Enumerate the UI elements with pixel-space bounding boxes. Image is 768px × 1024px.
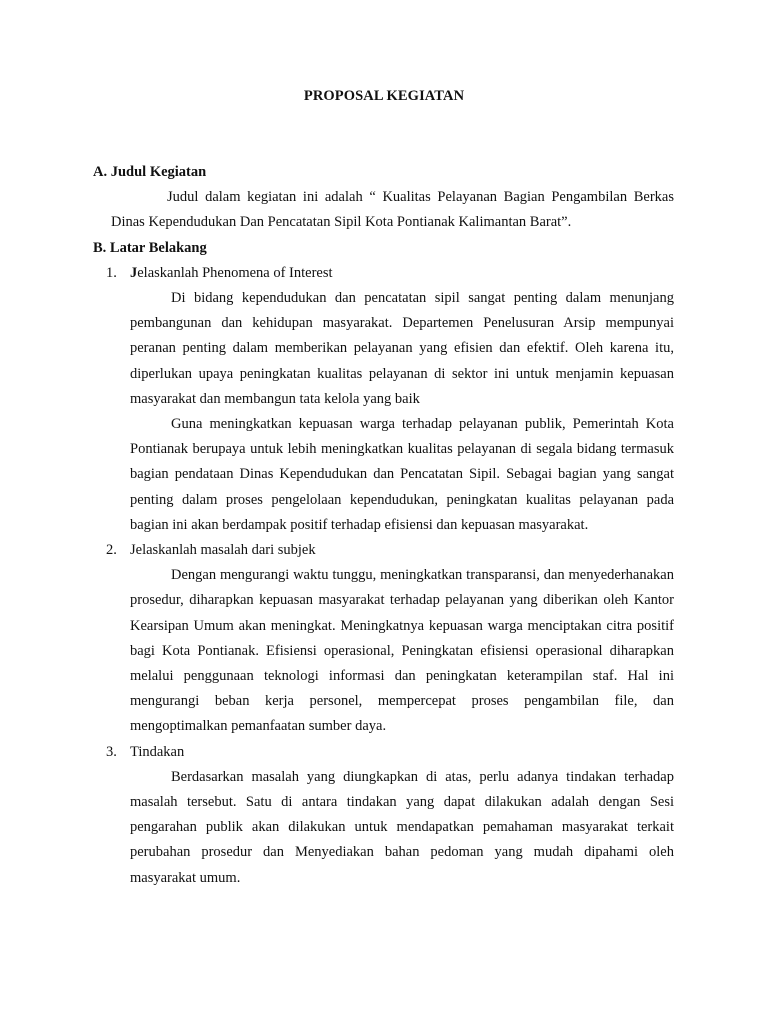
section-a-paragraph: Judul dalam kegiatan ini adalah “ Kualitas Pelayanan Bagian Pengambilan Berkas Dinas Kependudukan Dan Pencatatan Sipil Kota Pontianak Kalimantan Barat”. [111, 189, 674, 231]
section-a-heading: A. Judul Kegiatan [93, 164, 207, 180]
list-item-header [93, 261, 674, 286]
list-item-title-rest: Jelaskanlah masalah dari subjek [130, 542, 316, 559]
list-item-paragraph: Berdasarkan masalah yang diungkapkan di atas, perlu adanya tindakan terhadap masalah tersebut. Satu di antara tindakan yang dapat dilakukan adalah dengan Sesi pengarahan publik akan dilakukan untuk mendapatkan pemahaman masyarakat terkait perubahan prosedur dan Menyediakan bahan pedoman yang mudah dipahami oleh masyarakat umum. [130, 768, 674, 886]
list-item-title [130, 261, 674, 286]
list-item-paragraph: Guna meningkatkan kepuasan warga terhadap pelayanan publik, Pemerintah Kota Pontianak berupaya untuk lebih meningkatkan kualitas pelayanan di segala bidang termasuk bagian pendataan Dinas Kependudukan dan Pencatatan Sipil. Sebagai bagian yang sangat penting dalam proses pengelolaan kependudukan, peningkatan kualitas pelayanan pada bagian ini akan berdampak positif terhadap efisiensi dan kepuasan masyarakat. [130, 416, 674, 533]
background-list [93, 261, 674, 891]
section-b-heading: B. Latar Belakang [93, 239, 207, 256]
list-item-header [93, 740, 674, 765]
list-item-title-initial: J [130, 264, 138, 281]
document-title: PROPOSAL KEGIATAN [303, 88, 465, 104]
list-item-title [130, 740, 674, 765]
list-item-number: 2. [106, 542, 117, 559]
document-body [93, 160, 674, 891]
list-item [93, 261, 674, 538]
list-item-paragraph: Di bidang kependudukan dan pencatatan sipil sangat penting dalam menunjang pembangunan dan kehidupan masyarakat. Departemen Penelusuran Arsip mempunyai peranan penting dalam memberikan pelayanan yang efisien dan efektif. Oleh karena itu, diperlukan upaya peningkatan kualitas pelayanan di sektor ini untuk menjamin kepuasan masyarakat dan membangun tata kelola yang baik [130, 290, 674, 407]
list-item-title [130, 538, 674, 563]
list-item [93, 740, 674, 891]
list-item-title-rest: Tindakan [130, 743, 185, 760]
list-item-number: 1. [106, 264, 117, 281]
list-item-header [93, 538, 674, 563]
list-item-number: 3. [106, 743, 117, 760]
list-item-paragraph: Dengan mengurangi waktu tunggu, meningkatkan transparansi, dan menyederhanakan prosedur, diharapkan kepuasan masyarakat terhadap pelayanan yang diberikan oleh Kantor Kearsipan Umum akan meningkat. Meningkatnya kepuasan warga menciptakan citra positif bagi Kota Pontianak. Efisiensi operasional, Peningkatan efisiensi operasional diharapkan melalui penggunaan teknologi informasi dan peningkatan keterampilan staf. Hal ini mengurangi beban kerja personel, mempercepat proses pengambilan file, dan mengoptimalkan pemanfaatan sumber daya. [130, 567, 674, 735]
list-item-title-rest: elaskanlah Phenomena of Interest [137, 264, 333, 281]
list-item [93, 538, 674, 740]
